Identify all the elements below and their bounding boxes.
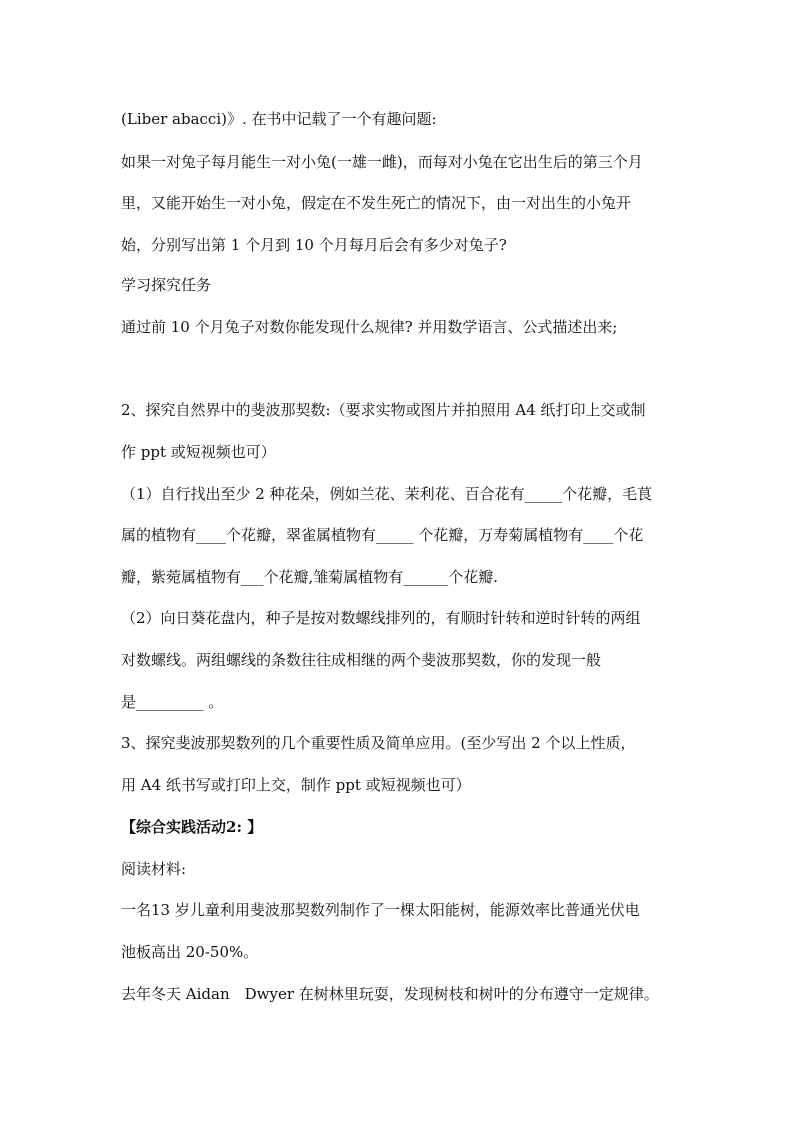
text-line-aidan: 去年冬天 Aidan Dwyer 在树林里玩耍，发现树枝和树叶的分布遵守一定规律。 xyxy=(121,985,659,1003)
text-line-item3-2: 用 A4 纸书写或打印上交，制作 ppt 或短视频也可） xyxy=(121,776,471,794)
text-line-item3-1: 3、探究斐波那契数列的几个重要性质及简单应用。(至少写出 2 个以上性质， xyxy=(121,734,636,752)
section-heading-task: 学习探究任务 xyxy=(121,276,212,294)
text-line-item2-2: 作 ppt 或短视频也可） xyxy=(121,443,276,461)
text-line-solar-2: 池板高出 20-50%。 xyxy=(121,943,259,961)
text-line-problem-3: 始，分别写出第 1 个月到 10 个月每月后会有多少对兔子? xyxy=(121,236,507,254)
text-line-sunflower-2: 对数螺线。两组螺线的条数往往成相继的两个斐波那契数，你的发现一般 xyxy=(121,651,602,669)
text-line-solar-1: 一名13 岁儿童利用斐波那契数列制作了一棵太阳能树，能源效率比普通光伏电 xyxy=(121,901,640,919)
text-line-flowers-2: 属的植物有____个花瓣，翠雀属植物有_____ 个花瓣，万寿菊属植物有____个花 xyxy=(121,526,644,544)
text-line-sunflower-3: 是_________ 。 xyxy=(121,693,224,711)
text-line-task-1: 通过前 10 个月兔子对数你能发现什么规律? 并用数学语言、公式描述出来; xyxy=(121,318,618,336)
text-line-flowers-1: （1）自行找出至少 2 种花朵，例如兰花、茉利花、百合花有_____个花瓣，毛茛 xyxy=(121,485,653,503)
text-line-problem-2: 里，又能开始生一对小兔，假定在不发生死亡的情况下，由一对出生的小兔开 xyxy=(121,194,632,212)
text-line-flowers-3: 瓣，紫菀属植物有___个花瓣,雏菊属植物有______个花瓣. xyxy=(121,568,499,586)
text-line-reading: 阅读材料: xyxy=(121,860,187,878)
text-line-item2-1: 2、探究自然界中的斐波那契数:（要求实物或图片并拍照用 A4 纸打印上交或制 xyxy=(121,401,646,419)
text-line-sunflower-1: （2）向日葵花盘内，种子是按对数螺线排列的，有顺时针转和逆时针转的两组 xyxy=(121,609,641,627)
text-line-intro: (Liber abacci)》. 在书中记载了一个有趣问题: xyxy=(121,110,437,128)
section-heading-activity-2: 【综合实践活动2: 】 xyxy=(121,818,263,836)
text-line-problem-1: 如果一对兔子每月能生一对小兔(一雄一雌)，而每对小兔在它出生后的第三个月 xyxy=(121,153,643,171)
